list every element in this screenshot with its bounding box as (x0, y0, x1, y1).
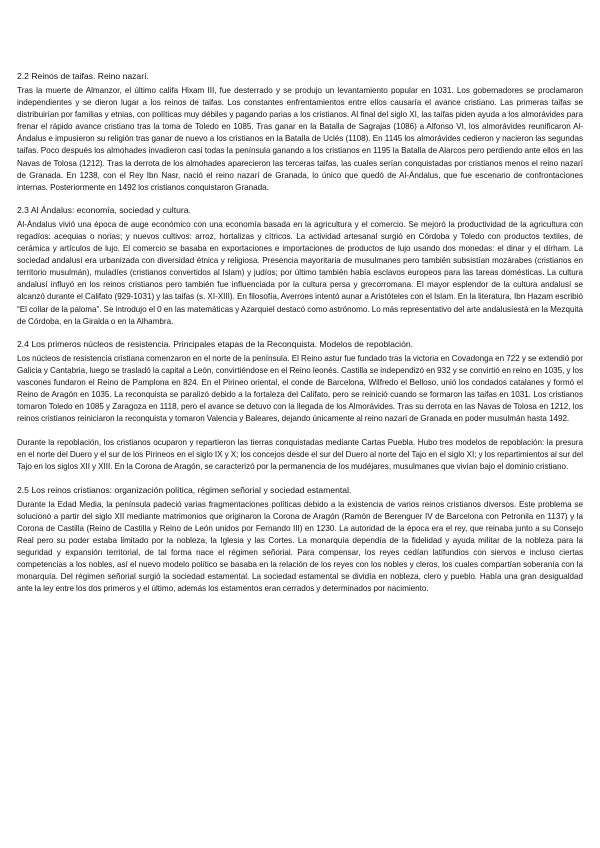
section-heading: 2.5 Los reinos cristianos: organización política, régimen señorial y sociedad estamental. (17, 484, 352, 495)
section-paragraph: Al-Ándalus vivió una época de auge económico con una economía basada en la agricultura y el comercio. Se mejoró la productividad de la agricultura con regadíos: acequias o norias; y nuevos cultivos: arroz, hortalizas y cítricos. La actividad artesanal surgió en Córdoba y Toledo con productos textiles, de cerámica y artículos de lujo. El comercio se basaba en exportaciones e importaciones de productos de lujo usando dos monedas: el dinar y el dírham. La sociedad andalusí era urbanizada con diversidad étnica y religiosa. Presencia mayoritaria de musulmanes pero también subsistían mozárabes (cristianos en territorio musulmán), muladíes (cristianos convertidos al Islam) y judíos; por último también había esclavos europeos para las tareas domésticas. La cultura andalusí influyó en los reinos cristianos pero también fue influenciada por la cultura persa y grecorromana. El mayor esplendor de la cultura andalusí se alcanzó durante el Califato (929-1031) y las taifas (s. XI-XIII). En filosofía, Averroes intentó aunar a Aristóteles con el Islam. En la literatura, Ibn Hazam escribió “El collar de la paloma”. Se introdujo el 0 en las matemáticas y Azarquiel destacó como astrónomo. Lo más representativo del arte andalusíestá en la Mezquita de Córdoba, en la Giralda o en la Alhambra. (17, 219, 583, 326)
section-reinos-de-taifas (17, 70, 583, 194)
section-paragraph: Durante la Edad Media, la península padeció varias fragmentaciones políticas debido a la existencia de varios reinos cristianos diversos. Este problema se solucionó a partir del siglo XII mediante matrimonios que originaron la Corona de Aragón (Ramón de Berenguer IV de Barcelona con Petronila en 1137) y la Corona de Castilla (Reino de Castilla y Reino de León unidos por Fernando III) en 1230. La autoridad de la época era el rey, que reinaba junto a su Consejo Real pero su poder estaba limitado por la nobleza, la Iglesia y las Cortes. La monarquía dependía de la fidelidad y ayuda militar de la nobleza para la seguridad y expansión territorial, de tal forma nace el régimen señorial. Para compensar, los reyes cedían latifundios con siervos e incluso ciertas competencias a los nobles, así el nuevo modelo político se basaba en la relación de los reyes con los nobles y cleros, los cuales compartían soberanía con la monarquía. Del régimen señorial surgió la sociedad estamental. La sociedad estamental se dividía en nobleza, clero y pueblo. Había una gran desigualdad ante la ley entre los dos primeros y el último, además los estamentos eran cerrados y determinados por nacimiento. (17, 499, 583, 594)
section-paragraph: Durante la repoblación, los cristianos ocuparon y repartieron las tierras conquistadas mediante Cartas Puebla. Hubo tres modelos de repoblación: la presura en el norte del Duero y el sur de los Pirineos en el siglo IX y X; los concejos desde el sur del Duero al norte del Tajo en el siglo XI; y los repartimientos al sur del Tajo en los siglos XII y XIII. En la Corona de Aragón, se caracterizó por la permanencia de los mudéjares, musulmanes que vivían bajo el dominio cristiano. (17, 438, 583, 472)
section-heading: 2.3 Al Ándalus: economía, sociedad y cultura. (17, 204, 191, 215)
section-heading: 2.2 Reinos de taifas. Reino nazarí. (17, 71, 149, 81)
section-paragraph: Los núcleos de resistencia cristiana comenzaron en el norte de la península. El Reino astur fue fundado tras la victoria en Covadonga en 722 y se extendió por Galicia y Cantabria, luego se trasladó la capital a León, convirtiéndose en el Reino leonés. Castilla se independizó en 932 y se convirtió en reino en 1035, y los vascones fundaron el Reino de Pamplona en 824. En el Pirineo oriental, el conde de Barcelona, Wilfredo el Belloso, unió los condados catalanes y formó el Reino de Aragón en 1035. La reconquista se paralizó debido a la fortaleza del Califato, pero se reinició cuando se formaron las taifas en 1031. Los cristianos tomaron Toledo en 1085 y Zaragoza en 1118, pero el avance se detuvo con la llegada de los Almorávides. Tras su derrota en las Navas de Tolosa en 1212, los reinos cristianos reiniciaron la reconquista y tomaron Valencia y Baleares, dejando únicamente al reino nazarí de Granada en poder musulmán hasta 1492. (17, 353, 583, 424)
section-reconquista (17, 338, 583, 474)
section-paragraph: Tras la muerte de Almanzor, el último califa Hixam III, fue desterrado y se produjo un levantamiento popular en 1031. Los gobernadores se proclamaron independientes y se dieron lugar a los reinos de taifas. Los constantes enfrentamientos entre ellos causaría el avance cristiano. Las primeras taifas se distribuirían por familias y etnias, con políticas muy débiles y pagando parias a los cristianos. Al final del siglo XI, las taifas piden ayuda a los almorávides para frenar el rápido avance cristiano tras la toma de Toledo en 1085. Tras ganar en la Batalla de Sagrajas (1086) a Alfonso VI, los almorávides reunificaron Al-Ándalus e impusieron su religión tras ganar de nuevo a los cristianos en la Batalla de Uclés (1108). En 1145 los almorávides cedieron y nacieron las segundas taifas. Poco después los almohades invadieron casi todas la península ganando a los cristianos en 1195 la Batalla de Alarcos pero perdiendo ante ellos en las Navas de Tolosa (1212). Tras la derrota de los almohades aparecieron las terceras taifas, las cuales serían conquistadas por cristianos menos el reino nazarí de Granada. En 1238, con el Rey Ibn Nasr, nació el reino nazarí de Granada, lo único que quedó de Al-Ándalus, que fue escenario de confrontaciones internas. Posteriormente en 1492 los cristianos conquistaron Granada. (17, 86, 583, 192)
section-heading: 2.4 Los primeros núcleos de resistencia. Principales etapas de la Reconquista. Modelos de repoblación. (17, 338, 414, 349)
section-reinos-cristianos (17, 484, 583, 596)
section-al-andalus (17, 204, 583, 328)
